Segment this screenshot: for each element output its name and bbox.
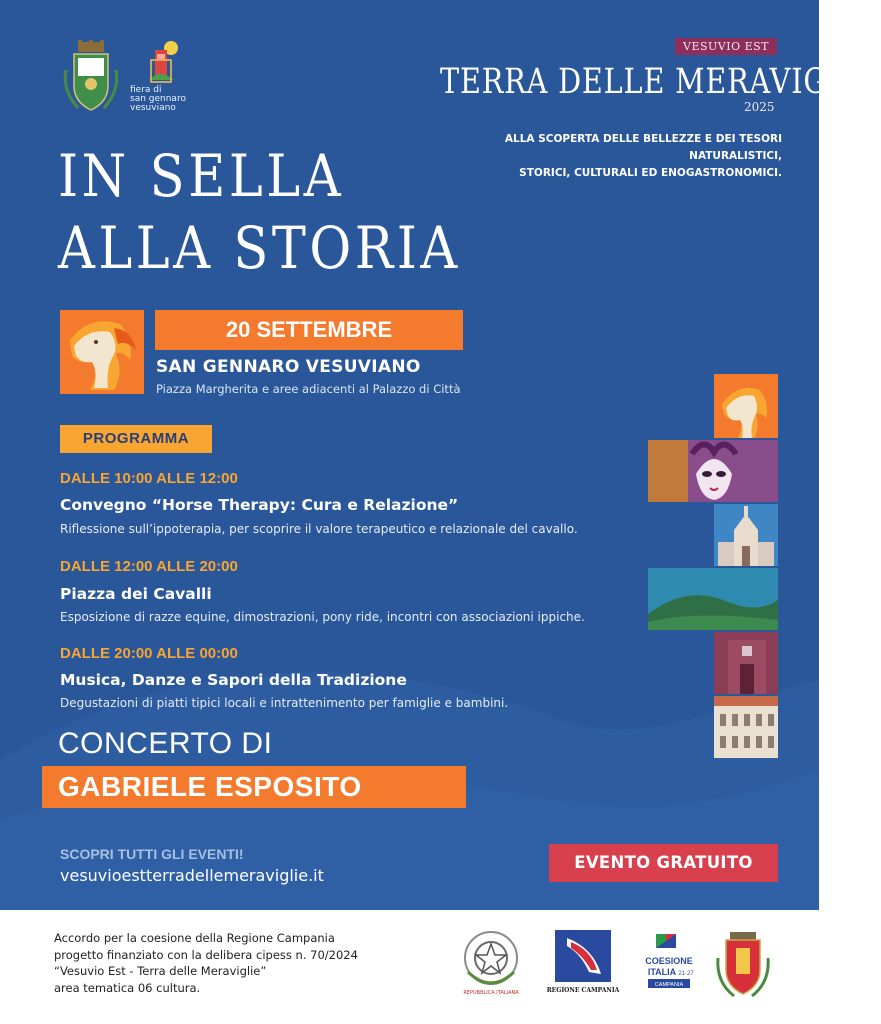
- terra-year: 2025: [744, 100, 775, 114]
- main-title: [58, 140, 461, 284]
- mosaic-palace-tile: [714, 696, 778, 758]
- main-title-line-2: ALLA STORIA: [58, 214, 461, 282]
- mosaic-horse-tile: [714, 374, 778, 438]
- fiera-line-2: san gennaro: [130, 94, 186, 104]
- footer-line-3: “Vesuvio Est - Terra delle Meraviglie”: [54, 964, 267, 978]
- event-3-desc: Degustazioni di piatti tipici locali e intrattenimento per famiglie e bambini.: [60, 696, 509, 710]
- mosaic-landscape-tile: [648, 568, 778, 630]
- program-badge: PROGRAMMA: [60, 425, 212, 453]
- footer-line-1: Accordo per la coesione della Regione Campania: [54, 931, 335, 945]
- fiera-line-3: vesuviano: [130, 103, 176, 113]
- footer-text: [54, 930, 394, 996]
- event-2-title: Piazza dei Cavalli: [60, 585, 212, 603]
- mosaic-mask-tile: [648, 440, 778, 502]
- vesuvio-est-badge: VESUVIO EST: [675, 38, 777, 55]
- fiera-logo-text: [130, 86, 210, 113]
- illustration-mosaic: [648, 374, 780, 764]
- regione-campania-logo-icon: [546, 928, 620, 998]
- horse-head-icon: [60, 310, 144, 394]
- event-2-desc: Esposizione di razze equine, dimostrazioni, pony ride, incontri con associazioni ippiche.: [60, 610, 585, 624]
- free-event-badge: EVENTO GRATUITO: [549, 844, 778, 882]
- terra-subtitle-line-2: STORICI, CULTURALI ED ENOGASTRONOMICI.: [519, 167, 782, 179]
- event-date: 20 SETTEMBRE: [225, 317, 393, 342]
- coesione-years: 21·27: [678, 971, 694, 977]
- mosaic-tower-tile: [714, 632, 778, 694]
- website-link[interactable]: vesuvioestterradellemeraviglie.it: [60, 866, 324, 885]
- discover-label: SCOPRI TUTTI GLI EVENTI!: [60, 846, 244, 862]
- footer-line-2: progetto finanziato con la delibera cipess n. 70/2024: [54, 947, 358, 962]
- event-2-time: DALLE 12:00 ALLE 20:00: [60, 558, 238, 575]
- event-address: Piazza Margherita e aree adiacenti al Palazzo di Città: [156, 382, 461, 396]
- terra-subtitle: [430, 131, 782, 182]
- terra-title: TERRA DELLE MERAVIGLIE: [440, 62, 881, 102]
- city-crest-footer-icon: [714, 928, 772, 1000]
- footer-line-4: area tematica 06 cultura.: [54, 980, 201, 995]
- coesione-line-2: ITALIA: [647, 967, 677, 977]
- event-3-title: Musica, Danze e Sapori della Tradizione: [60, 671, 407, 689]
- repubblica-label: REPUBBLICA ITALIANA: [463, 990, 519, 996]
- singer-name: GABRIELE ESPOSITO: [58, 771, 362, 802]
- terra-subtitle-line-1: ALLA SCOPERTA DELLE BELLEZZE E DEI TESORI NATURALISTICI,: [504, 133, 782, 162]
- event-3-time: DALLE 20:00 ALLE 00:00: [60, 645, 238, 662]
- fiera-line-1: fiera di: [130, 85, 162, 95]
- campania-label: REGIONE CAMPANIA: [546, 987, 620, 994]
- event-1-desc: Riflessione sull’ippoterapia, per scoprire il valore terapeutico e relazionale del cavallo.: [60, 522, 578, 536]
- event-1-title: Convegno “Horse Therapy: Cura e Relazione”: [60, 496, 459, 514]
- mosaic-church-tile: [714, 504, 778, 566]
- concert-label: CONCERTO DI: [58, 727, 273, 760]
- main-title-line-1: IN SELLA: [58, 142, 345, 210]
- coesione-line-1: COESIONE: [645, 956, 693, 966]
- event-1-time: DALLE 10:00 ALLE 12:00: [60, 470, 238, 487]
- city-crest-icon: [60, 40, 122, 118]
- event-city: SAN GENNARO VESUVIANO: [156, 357, 421, 377]
- repubblica-emblem-icon: [460, 928, 522, 998]
- coesione-italia-logo-icon: [638, 928, 700, 1000]
- coesione-region: CAMPANIA: [654, 982, 684, 988]
